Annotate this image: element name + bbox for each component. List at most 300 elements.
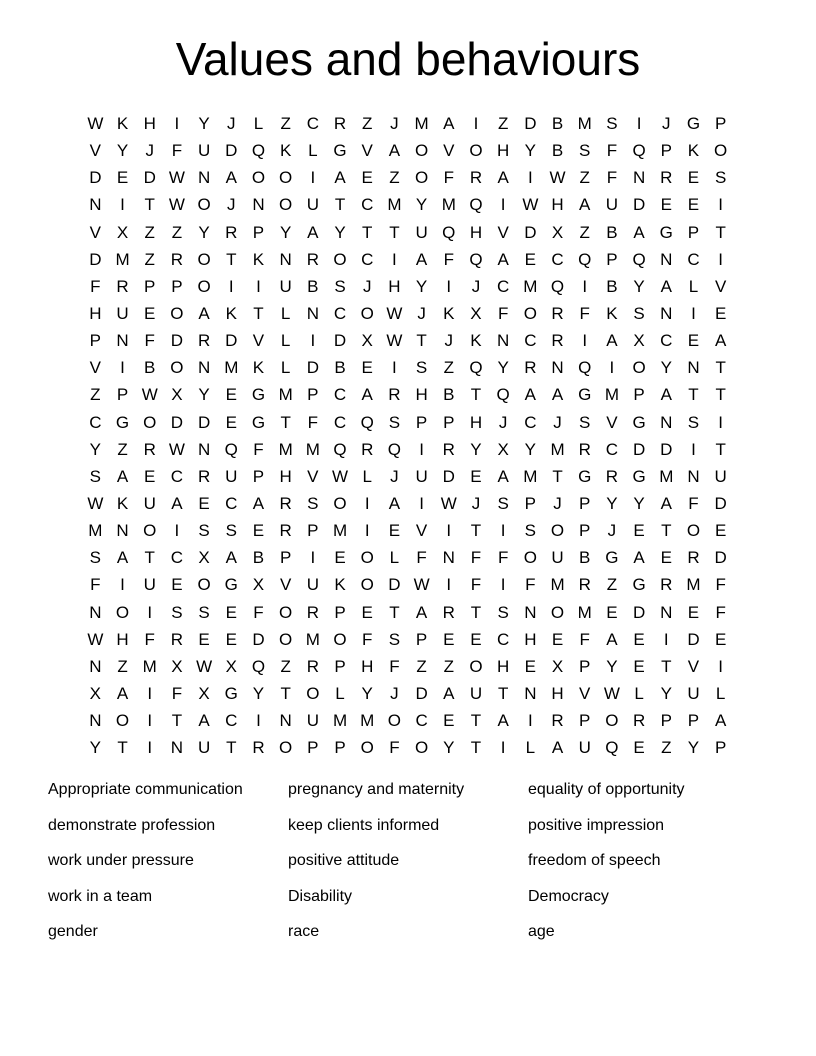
- grid-cell: O: [197, 575, 211, 595]
- grid-cell: O: [360, 575, 374, 595]
- grid-cell: Z: [280, 656, 291, 676]
- grid-cell: D: [89, 249, 102, 269]
- grid-cell: R: [687, 548, 700, 568]
- grid-cell: B: [252, 548, 265, 568]
- grid-cell: G: [686, 114, 701, 134]
- grid-cell: A: [198, 711, 210, 731]
- grid-cell: L: [362, 466, 372, 486]
- grid-cell: Y: [606, 656, 618, 676]
- grid-cell: G: [333, 141, 347, 161]
- grid-cell: P: [579, 494, 591, 514]
- word-item: work under pressure: [48, 852, 194, 870]
- grid-cell: N: [197, 358, 211, 378]
- grid-cell: A: [714, 331, 727, 351]
- grid-cell: B: [307, 276, 319, 296]
- grid-cell: A: [171, 494, 183, 514]
- grid-cell: Q: [251, 656, 266, 676]
- grid-cell: S: [497, 602, 509, 622]
- grid-cell: Z: [606, 575, 618, 595]
- grid-cell: Z: [144, 222, 155, 242]
- grid-cell: P: [334, 656, 346, 676]
- grid-cell: E: [116, 168, 129, 188]
- grid-cell: O: [414, 738, 429, 758]
- grid-cell: F: [715, 602, 726, 622]
- grid-cell: G: [659, 222, 673, 242]
- grid-cell: A: [116, 684, 129, 704]
- grid-cell: I: [419, 494, 424, 514]
- word-item: age: [528, 923, 555, 941]
- grid-cell: R: [442, 439, 455, 459]
- grid-cell: U: [306, 575, 319, 595]
- grid-cell: M: [577, 602, 592, 622]
- grid-cell: O: [469, 141, 483, 161]
- grid-cell: E: [225, 629, 237, 649]
- grid-cell: Z: [144, 249, 155, 269]
- word-item: keep clients informed: [288, 816, 440, 834]
- grid-cell: A: [660, 385, 672, 405]
- grid-cell: F: [253, 602, 264, 622]
- grid-cell: D: [524, 222, 537, 242]
- grid-cell: U: [225, 466, 238, 486]
- grid-cell: O: [550, 602, 565, 622]
- grid-cell: V: [497, 222, 509, 242]
- grid-cell: F: [362, 629, 373, 649]
- grid-cell: H: [388, 276, 401, 296]
- grid-cell: M: [550, 439, 565, 459]
- grid-cell: D: [632, 439, 646, 459]
- grid-cell: F: [497, 548, 509, 568]
- grid-cell: Z: [497, 114, 509, 134]
- grid-cell: U: [551, 548, 564, 568]
- grid-cell: K: [116, 494, 129, 514]
- grid-cell: E: [687, 168, 700, 188]
- grid-cell: F: [90, 276, 101, 296]
- grid-cell: Y: [443, 738, 455, 758]
- grid-cell: T: [144, 548, 155, 568]
- grid-cell: U: [143, 494, 156, 514]
- grid-cell: P: [307, 385, 319, 405]
- word-item: race: [288, 923, 320, 941]
- grid-cell: Z: [389, 168, 400, 188]
- grid-cell: T: [171, 711, 183, 731]
- grid-cell: L: [335, 684, 345, 704]
- grid-cell: X: [252, 575, 265, 595]
- grid-cell: C: [306, 114, 319, 134]
- grid-cell: M: [387, 195, 402, 215]
- grid-cell: T: [362, 222, 373, 242]
- grid-cell: H: [551, 195, 564, 215]
- grid-cell: F: [144, 331, 155, 351]
- grid-cell: H: [497, 656, 510, 676]
- word-item: work in a team: [48, 887, 153, 905]
- grid-cell: F: [470, 548, 482, 568]
- grid-cell: A: [361, 385, 373, 405]
- grid-cell: D: [306, 358, 319, 378]
- grid-cell: A: [415, 249, 428, 269]
- grid-cell: E: [388, 521, 401, 541]
- grid-cell: U: [415, 222, 428, 242]
- grid-cell: X: [497, 439, 509, 459]
- grid-cell: E: [714, 304, 727, 324]
- grid-cell: I: [718, 656, 724, 676]
- grid-cell: D: [632, 195, 646, 215]
- grid-cell: P: [687, 222, 700, 242]
- grid-cell: E: [687, 602, 700, 622]
- grid-cell: J: [607, 521, 617, 541]
- grid-cell: X: [89, 684, 102, 704]
- grid-cell: S: [388, 629, 401, 649]
- grid-cell: G: [251, 412, 266, 432]
- grid-cell: E: [334, 548, 346, 568]
- grid-cell: X: [361, 331, 373, 351]
- grid-cell: M: [659, 466, 674, 486]
- grid-cell: L: [389, 548, 400, 568]
- grid-cell: F: [606, 168, 618, 188]
- grid-cell: V: [89, 358, 102, 378]
- grid-cell: P: [252, 466, 265, 486]
- grid-cell: O: [333, 494, 347, 514]
- grid-cell: R: [279, 494, 292, 514]
- grid-cell: F: [715, 575, 726, 595]
- grid-cell: A: [551, 738, 564, 758]
- grid-cell: T: [470, 521, 482, 541]
- grid-cell: W: [196, 656, 213, 676]
- grid-cell: C: [524, 412, 537, 432]
- grid-cell: A: [415, 602, 428, 622]
- grid-cell: N: [524, 602, 537, 622]
- grid-cell: Q: [550, 276, 565, 296]
- grid-cell: A: [198, 304, 210, 324]
- grid-cell: Y: [633, 276, 645, 296]
- grid-cell: O: [115, 602, 130, 622]
- grid-cell: P: [89, 331, 102, 351]
- grid-cell: I: [120, 358, 125, 378]
- grid-cell: J: [553, 412, 562, 432]
- grid-cell: N: [170, 738, 184, 758]
- word-list-column: [528, 779, 768, 957]
- word-item: freedom of speech: [528, 852, 661, 870]
- grid-cell: P: [334, 602, 346, 622]
- grid-cell: Q: [578, 358, 592, 378]
- grid-cell: A: [116, 548, 129, 568]
- grid-cell: T: [470, 711, 482, 731]
- grid-cell: L: [280, 304, 291, 324]
- grid-cell: I: [174, 521, 180, 541]
- word-list-column: [48, 779, 288, 957]
- grid-cell: I: [636, 114, 642, 134]
- grid-cell: A: [116, 466, 129, 486]
- grid-cell: P: [443, 412, 455, 432]
- grid-cell: E: [633, 629, 645, 649]
- grid-cell: X: [225, 656, 237, 676]
- grid-cell: L: [280, 358, 291, 378]
- grid-cell: O: [143, 412, 157, 432]
- grid-cell: I: [364, 494, 370, 514]
- grid-cell: Q: [442, 222, 456, 242]
- grid-cell: Z: [416, 656, 427, 676]
- grid-cell: X: [470, 304, 482, 324]
- grid-cell: B: [443, 385, 455, 405]
- grid-cell: V: [443, 141, 455, 161]
- grid-cell: A: [497, 711, 509, 731]
- grid-cell: Y: [415, 195, 428, 215]
- word-item: pregnancy and maternity: [288, 781, 465, 798]
- grid-cell: R: [361, 439, 374, 459]
- grid-cell: N: [306, 304, 319, 324]
- grid-cell: I: [147, 602, 153, 622]
- grid-cell: W: [440, 494, 457, 514]
- grid-cell: F: [579, 304, 590, 324]
- grid-cell: J: [417, 304, 426, 324]
- grid-cell: E: [714, 521, 727, 541]
- grid-cell: M: [305, 439, 320, 459]
- grid-cell: P: [524, 494, 537, 514]
- grid-cell: E: [524, 656, 537, 676]
- word-list: [48, 779, 768, 957]
- grid-cell: W: [549, 168, 566, 188]
- grid-cell: X: [171, 385, 183, 405]
- grid-cell: R: [551, 331, 564, 351]
- grid-cell: H: [279, 466, 292, 486]
- grid-cell: C: [361, 249, 374, 269]
- grid-cell: R: [170, 629, 184, 649]
- grid-cell: U: [143, 575, 156, 595]
- grid-cell: I: [527, 168, 533, 188]
- grid-cell: C: [524, 331, 537, 351]
- grid-cell: U: [197, 141, 211, 161]
- grid-cell: I: [663, 629, 669, 649]
- grid-cell: K: [606, 304, 618, 324]
- grid-cell: A: [633, 548, 645, 568]
- grid-cell: A: [497, 466, 509, 486]
- grid-cell: A: [497, 249, 509, 269]
- grid-cell: B: [334, 358, 346, 378]
- grid-cell: T: [470, 602, 482, 622]
- grid-cell: N: [252, 195, 265, 215]
- grid-cell: Y: [252, 684, 265, 704]
- grid-cell: N: [197, 168, 211, 188]
- grid-cell: O: [360, 738, 374, 758]
- grid-cell: S: [415, 358, 428, 378]
- grid-cell: G: [224, 575, 238, 595]
- grid-cell: M: [604, 385, 619, 405]
- grid-cell: E: [714, 629, 727, 649]
- grid-cell: Q: [605, 738, 619, 758]
- grid-cell: P: [633, 385, 645, 405]
- grid-cell: J: [227, 114, 236, 134]
- grid-cell: P: [415, 412, 428, 432]
- grid-cell: I: [446, 575, 452, 595]
- grid-cell: E: [633, 656, 645, 676]
- grid-cell: W: [87, 114, 104, 134]
- grid-cell: Y: [334, 222, 346, 242]
- grid-cell: C: [170, 548, 184, 568]
- grid-cell: R: [388, 385, 401, 405]
- grid-cell: D: [660, 439, 673, 459]
- grid-cell: T: [715, 358, 726, 378]
- grid-cell: M: [414, 114, 429, 134]
- word-item: positive impression: [528, 816, 665, 834]
- grid-cell: A: [252, 494, 265, 514]
- grid-cell: I: [446, 521, 452, 541]
- grid-cell: N: [660, 412, 673, 432]
- grid-cell: R: [469, 168, 483, 188]
- grid-cell: A: [443, 114, 455, 134]
- grid-cell: D: [252, 629, 265, 649]
- grid-cell: P: [687, 711, 700, 731]
- grid-cell: J: [390, 114, 399, 134]
- grid-cell: W: [603, 684, 620, 704]
- grid-cell: M: [142, 656, 157, 676]
- grid-cell: R: [524, 358, 537, 378]
- grid-cell: S: [89, 548, 102, 568]
- grid-cell: W: [141, 385, 158, 405]
- grid-cell: T: [715, 439, 726, 459]
- grid-cell: Z: [362, 114, 373, 134]
- grid-cell: Z: [117, 439, 128, 459]
- grid-cell: F: [389, 738, 400, 758]
- grid-cell: H: [469, 222, 483, 242]
- grid-cell: E: [144, 304, 156, 324]
- grid-cell: S: [524, 521, 537, 541]
- grid-cell: I: [419, 439, 424, 459]
- grid-cell: C: [415, 711, 428, 731]
- grid-cell: Z: [443, 358, 454, 378]
- grid-cell: R: [143, 439, 156, 459]
- grid-cell: M: [577, 114, 592, 134]
- grid-cell: X: [116, 222, 129, 242]
- grid-cell: P: [144, 276, 156, 296]
- grid-cell: N: [687, 466, 700, 486]
- grid-cell: W: [332, 466, 349, 486]
- grid-cell: Y: [524, 439, 537, 459]
- grid-cell: M: [523, 276, 538, 296]
- grid-cell: T: [552, 466, 563, 486]
- grid-cell: L: [308, 141, 318, 161]
- grid-cell: P: [116, 385, 129, 405]
- grid-cell: I: [228, 276, 234, 296]
- grid-cell: Z: [280, 114, 291, 134]
- grid-cell: I: [500, 738, 506, 758]
- grid-cell: U: [415, 466, 428, 486]
- grid-cell: X: [198, 684, 210, 704]
- grid-cell: I: [392, 358, 397, 378]
- grid-cell: F: [606, 141, 618, 161]
- grid-cell: R: [660, 168, 673, 188]
- grid-cell: C: [361, 195, 374, 215]
- grid-cell: F: [525, 575, 536, 595]
- grid-cell: F: [253, 439, 264, 459]
- grid-cell: G: [632, 412, 646, 432]
- grid-cell: R: [605, 466, 619, 486]
- grid-cell: W: [386, 304, 403, 324]
- grid-cell: A: [633, 222, 645, 242]
- grid-cell: S: [198, 521, 210, 541]
- grid-cell: G: [578, 466, 592, 486]
- grid-cell: U: [306, 195, 319, 215]
- grid-cell: I: [582, 331, 588, 351]
- grid-cell: O: [387, 711, 402, 731]
- grid-cell: V: [714, 276, 727, 296]
- grid-cell: T: [416, 331, 427, 351]
- grid-cell: G: [115, 412, 130, 432]
- grid-cell: I: [120, 575, 125, 595]
- grid-cell: K: [470, 331, 482, 351]
- grid-cell: V: [89, 222, 102, 242]
- grid-cell: O: [360, 548, 374, 568]
- grid-cell: E: [225, 412, 237, 432]
- grid-cell: D: [524, 114, 537, 134]
- grid-cell: Y: [687, 738, 700, 758]
- grid-cell: W: [87, 629, 104, 649]
- grid-cell: C: [89, 412, 102, 432]
- grid-cell: T: [144, 195, 155, 215]
- word-item: Appropriate communication: [48, 781, 243, 798]
- grid-cell: Q: [469, 358, 483, 378]
- grid-cell: N: [89, 195, 102, 215]
- grid-cell: B: [606, 276, 618, 296]
- grid-cell: D: [388, 575, 401, 595]
- grid-cell: M: [523, 466, 538, 486]
- grid-cell: C: [170, 466, 184, 486]
- grid-cell: M: [360, 711, 375, 731]
- grid-cell: T: [497, 684, 509, 704]
- grid-cell: N: [687, 358, 700, 378]
- grid-cell: E: [687, 331, 700, 351]
- grid-cell: R: [660, 575, 673, 595]
- grid-cell: A: [714, 711, 727, 731]
- grid-cell: L: [634, 684, 644, 704]
- grid-cell: N: [89, 656, 102, 676]
- grid-cell: O: [279, 195, 293, 215]
- grid-cell: D: [89, 168, 102, 188]
- grid-cell: G: [632, 575, 646, 595]
- grid-cell: A: [443, 684, 455, 704]
- grid-cell: D: [714, 548, 727, 568]
- grid-cell: Z: [579, 222, 590, 242]
- grid-cell: V: [279, 575, 292, 595]
- grid-cell: S: [497, 494, 509, 514]
- grid-cell: N: [497, 331, 510, 351]
- grid-cell: O: [197, 276, 211, 296]
- grid-cell: A: [388, 141, 401, 161]
- grid-cell: E: [551, 629, 564, 649]
- grid-cell: R: [197, 331, 211, 351]
- grid-cell: P: [279, 548, 292, 568]
- grid-cell: J: [227, 195, 236, 215]
- grid-cell: A: [497, 168, 509, 188]
- grid-cell: D: [225, 331, 238, 351]
- grid-cell: F: [416, 548, 427, 568]
- grid-cell: F: [171, 684, 183, 704]
- grid-cell: N: [89, 602, 102, 622]
- grid-cell: D: [687, 629, 700, 649]
- grid-cell: Y: [606, 494, 618, 514]
- grid-cell: O: [333, 629, 347, 649]
- grid-cell: M: [305, 629, 320, 649]
- word-search-grid: [82, 110, 735, 761]
- grid-cell: Y: [660, 684, 672, 704]
- grid-cell: U: [306, 711, 319, 731]
- grid-cell: T: [334, 195, 346, 215]
- grid-cell: E: [660, 195, 672, 215]
- grid-cell: Q: [387, 439, 402, 459]
- grid-cell: Y: [660, 358, 672, 378]
- grid-cell: N: [116, 331, 129, 351]
- grid-cell: I: [500, 195, 506, 215]
- grid-cell: U: [687, 684, 700, 704]
- grid-cell: A: [660, 494, 672, 514]
